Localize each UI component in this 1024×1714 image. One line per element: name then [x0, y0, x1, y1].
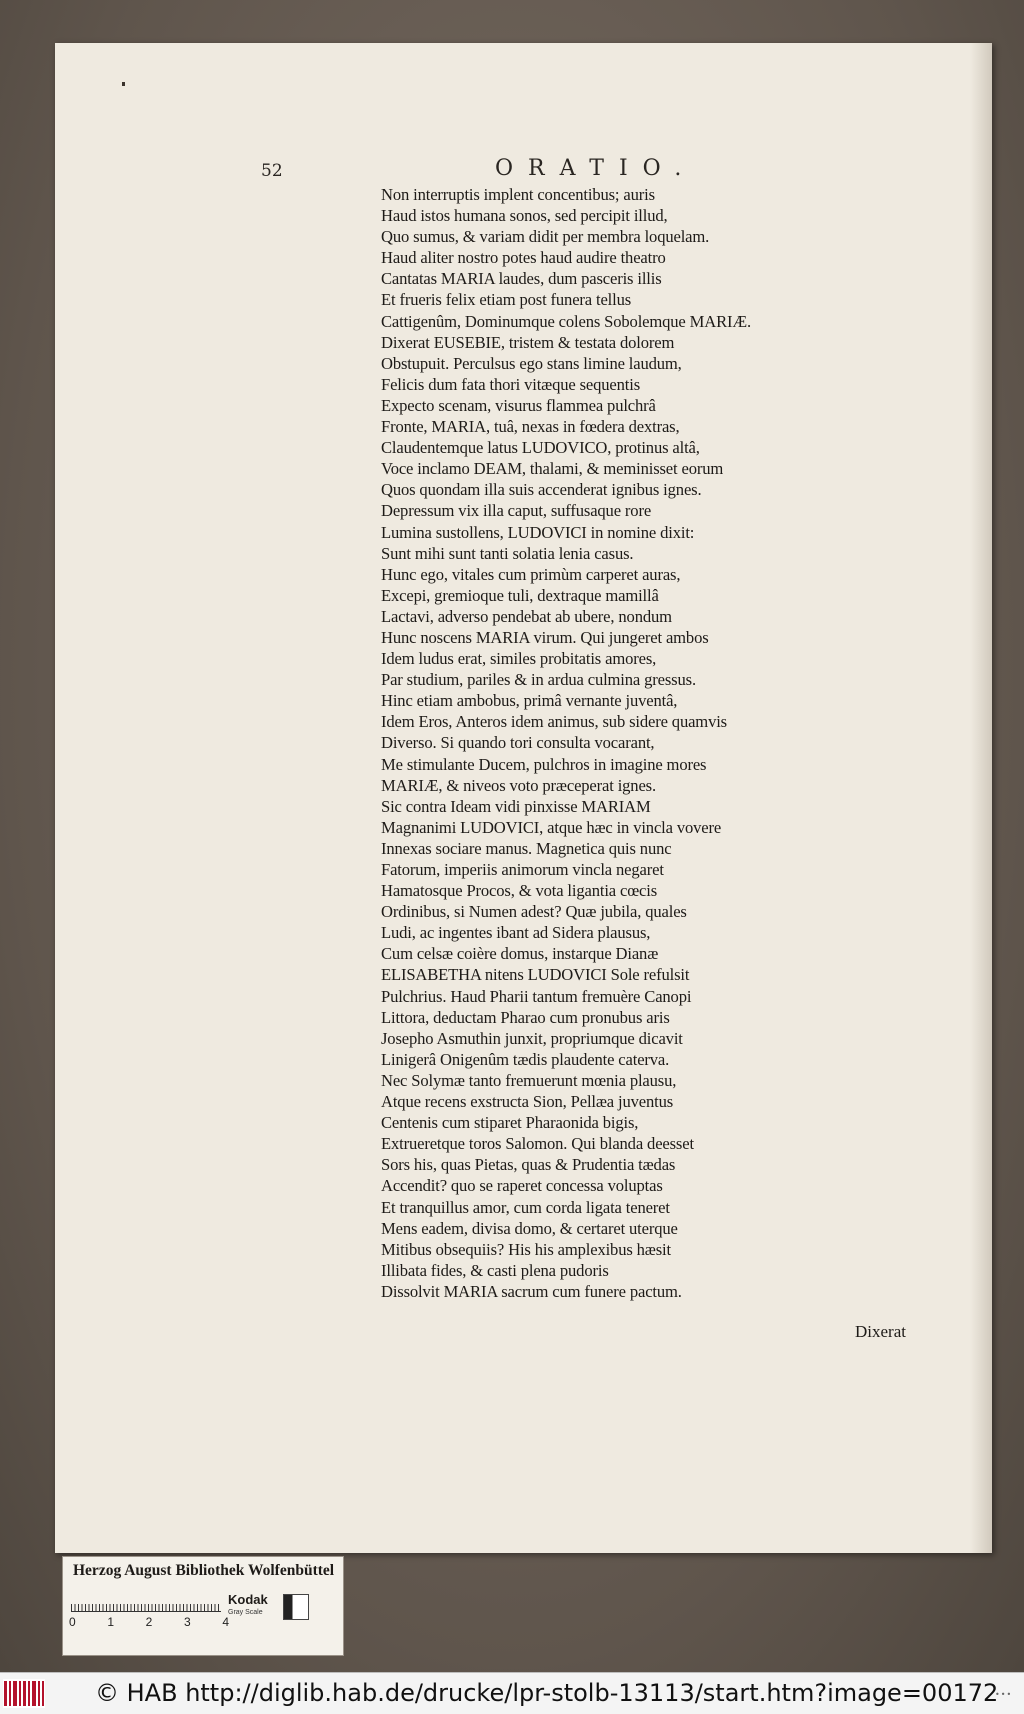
hab-barcode-logo-icon[interactable] [3, 1679, 45, 1708]
verse-line: Extrueretque toros Salomon. Qui blanda deesset [381, 1134, 694, 1154]
verse-line: ELISABETHA nitens LUDOVICI Sole refulsit [381, 965, 690, 985]
verse-line: Magnanimi LUDOVICI, atque hæc in vincla vovere [381, 817, 722, 837]
gray-scale-swatch [283, 1594, 309, 1620]
verse-line: Nec Solymæ tanto fremuerunt mœnia plausu, [381, 1070, 677, 1090]
verse-line: Pulchrius. Haud Pharii tantum fremuère Canopi [381, 986, 692, 1006]
verse-line: Hunc noscens MARIA virum. Qui jungeret ambos [381, 627, 709, 647]
verse-line: Illibata fides, & casti plena pudoris [381, 1260, 609, 1280]
verse-line: Expecto scenam, visurus flammea pulchrâ [381, 395, 656, 415]
library-name: Herzog August Bibliothek Wolfenbüttel [73, 1562, 335, 1579]
verse-line: Sunt mihi sunt tanti solatia lenia casus. [381, 543, 634, 563]
verse-line: Fatorum, imperiis animorum vincla negaret [381, 860, 664, 879]
verse-line: Hinc etiam ambobus, primâ vernante juventâ, [381, 691, 678, 711]
verse-line: Innexas sociare manus. Magnetica quis nunc [381, 838, 672, 858]
verse-line: Diverso. Si quando tori consulta vocarant, [381, 733, 655, 753]
verse-line: Obstupuit. Perculsus ego stans limine laudum, [381, 353, 682, 373]
book-page [55, 43, 992, 1553]
verse-line: Voce inclamo DEAM, thalami, & meminisset eorum [381, 459, 724, 479]
verse-line: Mens eadem, divisa domo, & certaret uterque [381, 1218, 678, 1238]
verse-line: Hamatosque Procos, & vota ligantia cœcis [381, 881, 658, 901]
verse-line: Me stimulante Ducem, pulchros in imagine mores [381, 754, 707, 774]
verse-line: Mitibus obsequiis? His his amplexibus hæsit [381, 1239, 671, 1259]
verse-line: Cattigenûm, Dominumque colens Sobolemque MARIÆ. [381, 311, 751, 331]
verse-line: Centenis cum stiparet Pharaonida bigis, [381, 1113, 639, 1133]
verse-line: Lumina sustollens, LUDOVICI in nomine dixit: [381, 522, 695, 542]
ruler-number: 2 [145, 1615, 153, 1629]
verse-line: Felicis dum fata thori vitæque sequentis [381, 374, 640, 394]
kodak-subtitle: Gray Scale [228, 1609, 263, 1616]
verse-line: Sors his, quas Pietas, quas & Prudentia tædas [381, 1155, 676, 1175]
catchword: Dixerat [855, 1322, 906, 1341]
verse-line: Non interruptis implent concentibus; auris [381, 185, 655, 204]
verse-line: Ordinibus, si Numen adest? Quæ jubila, quales [381, 902, 687, 922]
ruler-number: 4 [222, 1615, 229, 1629]
verse-line: Cum celsæ coière domus, instarque Dianæ [381, 944, 659, 964]
verse-line: Hunc ego, vitales cum primùm carperet auras, [381, 564, 681, 584]
verse-line: Linigerâ Onigenûm tædis plaudente caterva. [381, 1049, 670, 1069]
footer-bar [0, 1672, 1024, 1714]
page-edge-shadow [970, 43, 992, 1553]
verse-line: Par studium, pariles & in ardua culmina gressus. [381, 670, 696, 690]
ruler-number: 3 [183, 1615, 191, 1629]
verse-line: Atque recens exstructa Sion, Pellæa juventus [381, 1092, 674, 1112]
ruler-numbers [69, 1615, 229, 1629]
verse-line: Idem Eros, Anteros idem animus, sub sidere quamvis [381, 712, 727, 732]
verse-line: Littora, deductam Pharao cum pronubus aris [381, 1007, 670, 1027]
ruler-number: 1 [107, 1615, 115, 1629]
running-head: ORATIO. [495, 156, 697, 181]
scale-ruler [71, 1591, 221, 1612]
verse-line: Dixerat EUSEBIE, tristem & testata dolorem [381, 332, 675, 352]
verse-line: Idem ludus erat, similes probitatis amores, [381, 649, 657, 669]
verse-line: Et frueris felix etiam post funera tellus [381, 290, 632, 310]
verse-line: Depressum vix illa caput, suffusaque rore [381, 501, 652, 521]
verse-line: Et tranquillus amor, cum corda ligata teneret [381, 1197, 670, 1217]
verse-line: Cantatas MARIA laudes, dum pasceris illis [381, 269, 662, 289]
color-reference-card [62, 1556, 344, 1656]
verse-line: Ludi, ac ingentes ibant ad Sidera plausus, [381, 923, 651, 943]
verse-line: Josepho Asmuthin junxit, propriumque dicavit [381, 1028, 683, 1048]
verse-line: Dissolvit MARIA sacrum cum funere pactum. [381, 1281, 682, 1301]
verse-line: Quo sumus, & variam didit per membra loquelam. [381, 227, 710, 247]
footer-ellipsis: ••• [995, 1690, 1013, 1699]
verse-line: Fronte, MARIA, tuâ, nexas in fœdera dextras, [381, 417, 680, 437]
verse-text [381, 184, 901, 1302]
verse-line: Sic contra Ideam vidi pinxisse MARIAM [381, 796, 651, 816]
verse-line: Claudentemque latus LUDOVICO, protinus altâ, [381, 438, 700, 458]
kodak-brand: Kodak [228, 1592, 268, 1607]
verse-line: Haud aliter nostro potes haud audire theatro [381, 248, 666, 268]
verse-line: Lactavi, adverso pendebat ab ubere, nondum [381, 606, 672, 626]
page-number: 52 [261, 161, 283, 181]
ruler-number: 0 [69, 1615, 76, 1629]
verse-line: Quos quondam illa suis accenderat ignibus ignes. [381, 480, 702, 500]
verse-line: Haud istos humana sonos, sed percipit illud, [381, 206, 668, 226]
verse-line: Excepi, gremioque tuli, dextraque mamillâ [381, 585, 659, 605]
copyright-url-text[interactable]: © HAB http://diglib.hab.de/drucke/lpr-stolb-13113/start.htm?image=00172 [95, 1679, 999, 1707]
verse-line: Accendit? quo se raperet concessa voluptas [381, 1176, 663, 1196]
ink-speck [122, 82, 125, 86]
verse-line: MARIÆ, & niveos voto præceperat ignes. [381, 775, 656, 795]
